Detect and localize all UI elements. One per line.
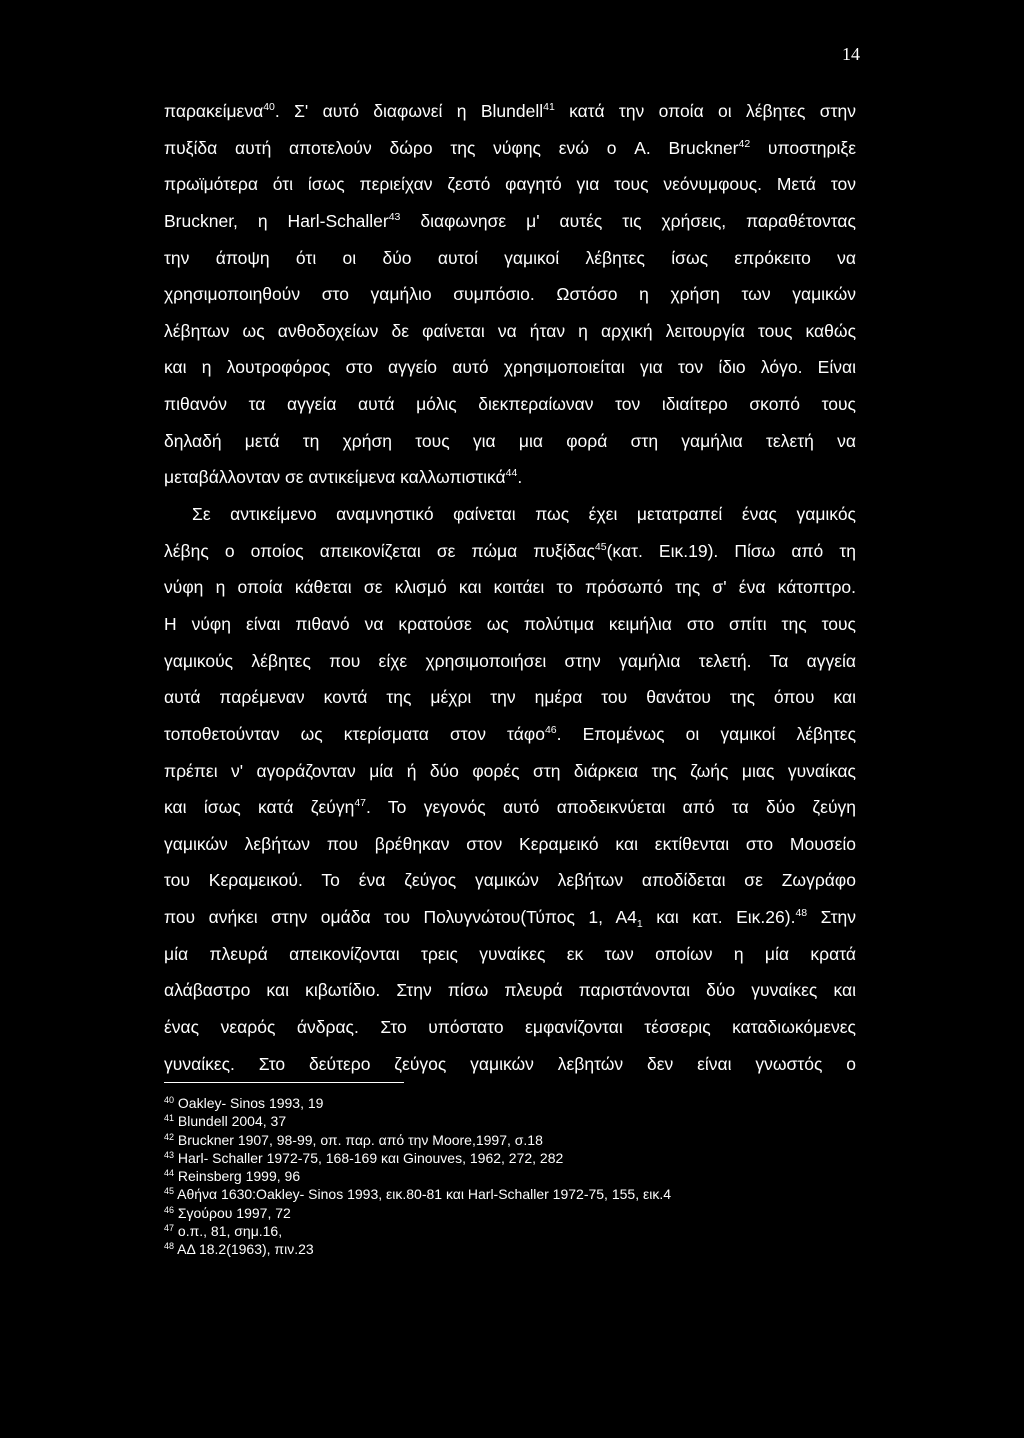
text-run: γαμικών λεβήτων που βρέθηκαν στον Κεραμεικό και εκτίθενται στο Μουσείο [164,833,856,854]
text-run: την άποψη ότι οι δύο αυτοί γαμικοί λέβητες ίσως επρόκειτο να [164,247,856,268]
text-line [164,682,856,719]
text-run: . Σ' αυτό διαφωνεί η Blundell [274,101,544,121]
footnotes [164,1094,864,1259]
footnote-text: Bruckner 1907, 98-99, οπ. παρ. από την Moore,1997, σ.18 [174,1131,543,1148]
footnote-number: 48 [164,1241,175,1252]
text-line [164,609,856,646]
text-line [164,1012,856,1049]
footnote-ref: 42 [738,137,751,150]
text-line [164,792,856,829]
text-run: υποστηριξε [750,137,856,158]
text-line [164,865,856,902]
text-run: και ίσως κατά ζεύγη [164,797,355,818]
footnote-number: 40 [164,1095,175,1105]
footnote-text: Σγούρου 1997, 72 [174,1204,291,1221]
text-run: χρησιμοποιηθούν στο γαμήλιο συμπόσιο. Ωστόσο η χρήση των γαμικών [164,284,856,305]
text-line [164,462,856,499]
text-run: μία πλευρά απεικονίζονται τρεις γυναίκες εκ των οποίων η μία κρατά [164,943,856,964]
text-line [164,316,856,353]
footnote-number: 44 [164,1168,175,1179]
footnote [164,1131,864,1149]
footnote [164,1112,864,1130]
text-line [164,756,856,793]
text-run: ένας νεαρός άνδρας. Στο υπόστατο εμφανίζονται τέσσερις καταδιωκόμενες [164,1017,856,1038]
text-run: λέβητων ως ανθοδοχείων δε φαίνεται να ήταν η αρχική λειτουργία τους καθώς [164,320,856,341]
footnote-ref: 48 [795,907,808,920]
footnote-ref: 41 [543,101,555,113]
text-run: πιθανόν τα αγγεία αυτά μόλις διεκπεραίωναν τον ιδιαίτερο σκοπό τους [164,394,856,415]
footnote-ref: 44 [505,467,518,480]
footnote-text: Reinsberg 1999, 96 [174,1168,301,1185]
footnote-number: 43 [164,1149,175,1160]
text-line [164,426,856,463]
text-run: διαφωνησε μ' αυτές τις χρήσεις, παραθέτοντας [400,210,856,231]
text-run: . [517,467,523,488]
text-line [164,169,856,206]
footnote [164,1149,864,1167]
footnote-number: 42 [164,1131,175,1142]
text-run: πρωϊμότερα ότι ίσως περιείχαν ζεστό φαγητό για τους νεόνυμφους. Μετά τον [164,174,856,195]
text-run: . Το γεγονός αυτό αποδεικνύεται από τα δύο ζεύγη [366,797,856,818]
text-run: μεταβάλλονταν σε αντικείμενα καλλωπιστικά [164,467,506,488]
footnote-text: Blundell 2004, 37 [174,1113,287,1130]
text-run: γυναίκες. Στο δεύτερο ζεύγος γαμικών λεβητών δεν είναι γνωστός ο [164,1053,856,1074]
text-run: κατά την οποία οι λέβητες στην [554,101,856,121]
text-line [164,1049,856,1086]
text-run: Bruckner, η Harl-Schaller [164,210,389,231]
footnote [164,1222,864,1240]
footnote [164,1185,864,1203]
footnote-text: ΑΔ 18.2(1963), πιν.23 [174,1241,314,1258]
text-line [164,206,856,243]
body-text [164,96,856,1085]
footnote-ref: 45 [594,540,607,553]
text-run: . Επομένως οι γαμικοί λέβητες [556,723,856,744]
text-line [164,646,856,683]
text-line [164,389,856,426]
footnote-number: 45 [164,1186,175,1197]
text-run: αλάβαστρο και κιβωτίδιο. Στην πίσω πλευρά παριστάνονται δύο γυναίκες και [164,980,856,1001]
footnote [164,1167,864,1185]
text-line [164,536,856,573]
footnote-ref: 47 [354,797,367,810]
text-line [164,572,856,609]
footnote-ref: 40 [263,101,275,113]
text-line [164,499,856,536]
text-run: πρέπει ν' αγοράζονταν μία ή δύο φορές στη διάρκεια της ζωής μιας γυναίκας [164,760,856,781]
text-run: του Κεραμεικού. Το ένα ζεύγος γαμικών λεβήτων αποδίδεται σε Ζωγράφο [164,870,856,891]
text-run: Στην [807,907,856,928]
page-number: 14 [842,44,860,64]
footnote-text: Αθήνα 1630:Oakley- Sinos 1993, εικ.80-81 και Harl-Schaller 1972-75, 155, εικ.4 [174,1186,672,1203]
text-run: παρακείμενα [164,101,264,121]
text-line [164,352,856,389]
text-run: και κατ. Εικ.26). [642,907,796,928]
footnote-ref: 43 [388,210,401,223]
footnote-ref: 46 [544,723,557,736]
text-run: γαμικούς λέβητες που είχε χρησιμοποιήσει στην γαμήλια τελετή. Τα αγγεία [164,650,856,671]
footnote-text: Oakley- Sinos 1993, 19 [174,1095,324,1111]
footnote-text: Harl- Schaller 1972-75, 168-169 και Ginouves, 1962, 272, 282 [174,1149,564,1166]
text-run: Σε αντικείμενο αναμνηστικό φαίνεται πως έχει μετατραπεί ένας γαμικός [192,504,856,525]
text-line [164,243,856,280]
text-run: λέβης ο οποίος απεικονίζεται σε πώμα πυξίδας [164,540,595,561]
text-line [164,975,856,1012]
text-run: νύφη η οποία κάθεται σε κλισμό και κοιτάει το πρόσωπό της σ' ένα κάτοπτρο. [164,577,856,598]
text-line [164,829,856,866]
text-run: και η λουτροφόρος στο αγγείο αυτό χρησιμοποιείται για τον ίδιο λόγο. Είναι [164,357,856,378]
footnote-separator [164,1082,404,1083]
footnote [164,1240,864,1258]
subscript: 1 [636,918,643,931]
text-run: δηλαδή μετά τη χρήση τους για μια φορά στη γαμήλια τελετή να [164,430,856,451]
footnote [164,1094,864,1112]
text-run: τοποθετούνταν ως κτερίσματα στον τάφο [164,723,545,744]
text-run: πυξίδα αυτή αποτελούν δώρο της νύφης ενώ ο A. Bruckner [164,137,739,158]
text-line [164,719,856,756]
footnote-text: ο.π., 81, σημ.16, [174,1223,283,1240]
text-line [164,902,856,939]
footnote [164,1204,864,1222]
text-line [164,133,856,170]
text-run: Η νύφη είναι πιθανό να κρατούσε ως πολύτιμα κειμήλια στο σπίτι της τους [164,613,856,634]
footnote-number: 46 [164,1204,175,1215]
text-line [164,96,856,133]
text-line [164,939,856,976]
text-run: αυτά παρέμεναν κοντά της μέχρι την ημέρα του θανάτου της όπου και [164,687,856,708]
text-run: (κατ. Εικ.19). Πίσω από τη [606,540,857,561]
footnote-number: 47 [164,1223,175,1234]
footnote-number: 41 [164,1113,175,1124]
text-line [164,279,856,316]
text-run: που ανήκει στην ομάδα του Πολυγνώτου(Τύπος 1, Α4 [164,907,637,928]
